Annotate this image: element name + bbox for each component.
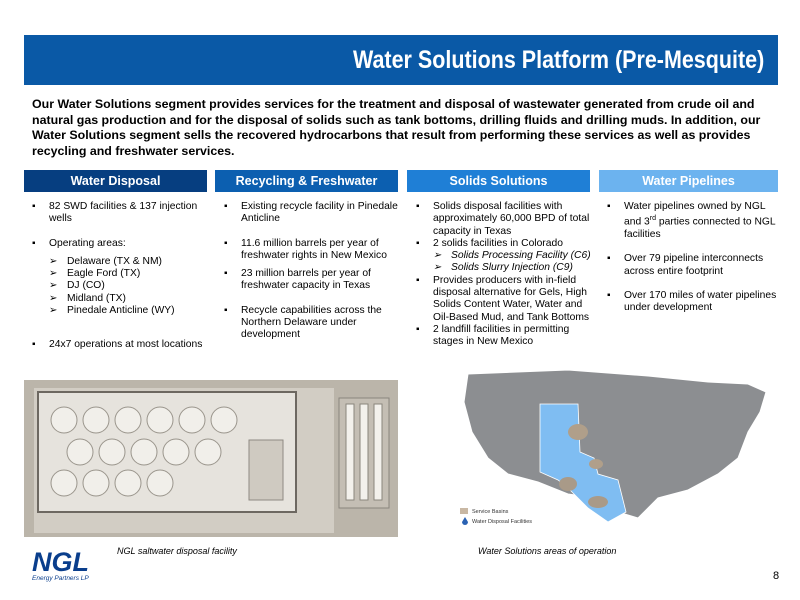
photo-caption: NGL saltwater disposal facility bbox=[117, 546, 237, 556]
list-item: ▪ 82 SWD facilities & 137 injection wells bbox=[30, 201, 210, 226]
list-item: ▪ Existing recycle facility in Pinedale Anticline bbox=[222, 201, 400, 226]
sub-item: ➢ DJ (CO) bbox=[30, 280, 210, 292]
list-item: ▪ 23 million barrels per year of freshwater capacity in Texas bbox=[222, 268, 400, 293]
column-water-pipelines bbox=[605, 201, 781, 315]
list-item: ▪ Recycle capabilities across the Northern Delaware under development bbox=[222, 305, 400, 342]
list-item-text: parties connected to NGL facilities bbox=[624, 216, 776, 241]
logo-tagline: Energy Partners LP bbox=[32, 575, 89, 582]
list-item-text: Water pipelines owned by NGL and 3 bbox=[624, 201, 766, 228]
list-item: ▪ Operating areas: bbox=[30, 238, 210, 250]
page-title: Water Solutions Platform (Pre-Mesquite) bbox=[352, 45, 764, 74]
superscript: rd bbox=[649, 215, 657, 223]
column-water-disposal bbox=[30, 201, 210, 352]
list-item: ▪ Solids disposal facilities with approximately 60,000 BPD of total capacity in Texas bbox=[414, 201, 594, 238]
ngl-logo-drawing bbox=[28, 547, 108, 575]
header-water-disposal: Water Disposal bbox=[24, 170, 207, 192]
sub-item: ➢ Pinedale Anticline (WY) bbox=[30, 305, 210, 317]
column-recycling-freshwater bbox=[222, 201, 400, 342]
header-water-pipelines: Water Pipelines bbox=[599, 170, 778, 192]
list-item: ▪ 2 landfill facilities in permitting stages in New Mexico bbox=[414, 324, 594, 349]
list-item: ▪ 2 solids facilities in Colorado bbox=[414, 238, 594, 250]
legend-service-basins: Service Basins bbox=[472, 509, 509, 515]
list-item: ▪ Over 79 pipeline interconnects across entire footprint bbox=[605, 253, 781, 278]
list-item: ▪ 24x7 operations at most locations bbox=[30, 339, 210, 351]
sub-item: ➢ Midland (TX) bbox=[30, 293, 210, 305]
header-recycling-freshwater: Recycling & Freshwater bbox=[215, 170, 398, 192]
list-item: ▪ 11.6 million barrels per year of freshwater rights in New Mexico bbox=[222, 238, 400, 263]
legend-water-disposal: Water Disposal Facilities bbox=[472, 519, 533, 525]
sub-item: ➢ Delaware (TX & NM) bbox=[30, 256, 210, 268]
list-item: ▪ Provides producers with in-field disposal alternative for Gels, High Solids Content Water, Water and Oil-Based Mud, and Tank Bottoms bbox=[414, 275, 594, 324]
map-caption: Water Solutions areas of operation bbox=[478, 546, 617, 556]
logo-text: NGL bbox=[32, 547, 89, 575]
sub-item: ➢ Solids Processing Facility (C6) bbox=[414, 250, 594, 262]
sub-item: ➢ Eagle Ford (TX) bbox=[30, 268, 210, 280]
title-bar bbox=[24, 35, 778, 85]
intro-paragraph: Our Water Solutions segment provides services for the treatment and disposal of wastewater generated from crude oil and natural gas production and for the disposal of solids such as tank bottoms, drilling fluids and drilling muds. In addition, our Water Solutions segment sells the recovered hydrocarbons that result from performing these services as well as provides recycling and freshwater services. bbox=[32, 97, 761, 158]
page-number: 8 bbox=[773, 570, 780, 582]
column-solids-solutions bbox=[414, 201, 594, 349]
list-item: ▪ Over 170 miles of water pipelines under development bbox=[605, 290, 781, 315]
facility-photo-drawing bbox=[24, 380, 398, 537]
sub-item: ➢ Solids Slurry Injection (C9) bbox=[414, 262, 594, 274]
list-item bbox=[605, 201, 781, 241]
us-map-drawing bbox=[448, 362, 778, 540]
us-operations-map bbox=[448, 362, 778, 540]
facility-photo bbox=[24, 380, 398, 537]
header-solids-solutions: Solids Solutions bbox=[407, 170, 590, 192]
